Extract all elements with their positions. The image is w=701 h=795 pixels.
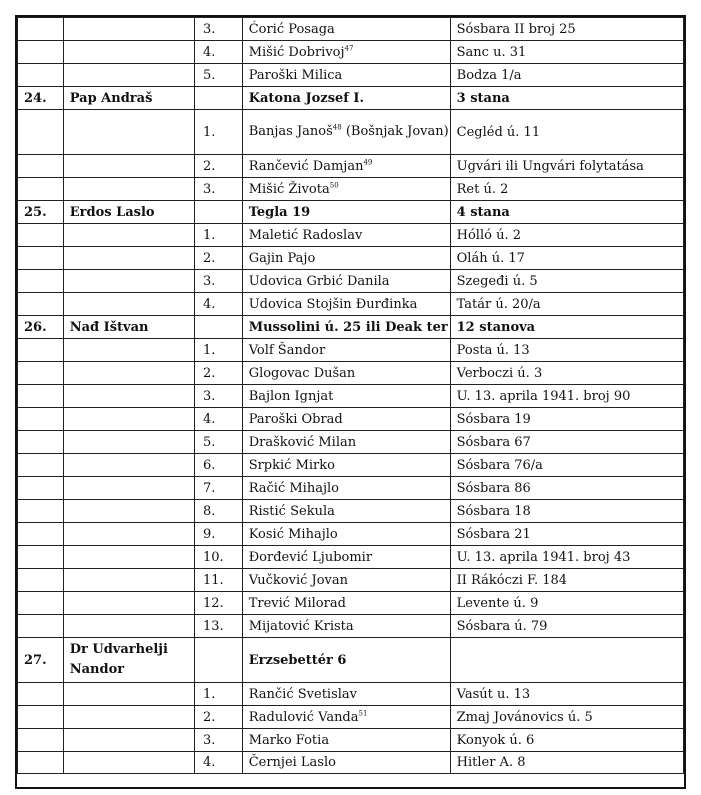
empty-cell <box>18 683 64 706</box>
empty-cell <box>63 224 194 247</box>
building-street: Mussolini ú. 25 ili Deak ter <box>242 316 450 339</box>
tenant-name-text: Udovica Grbić Danila <box>248 273 390 289</box>
tenant-name-text: Mišić Života <box>248 181 330 197</box>
tenant-name <box>242 454 450 477</box>
tenant-row <box>18 293 684 316</box>
tenant-number: 2. <box>195 706 243 729</box>
tenant-row <box>18 362 684 385</box>
tenant-name <box>242 270 450 293</box>
tenant-address: Levente ú. 9 <box>450 592 683 615</box>
empty-cell <box>18 523 64 546</box>
tenant-row <box>18 339 684 362</box>
tenant-number: 4. <box>195 41 243 64</box>
tenant-number: 11. <box>195 569 243 592</box>
tenant-name-text: Kosić Mihajlo <box>248 526 338 542</box>
empty-cell <box>63 706 194 729</box>
tenant-row <box>18 752 684 774</box>
empty-cell <box>18 178 64 201</box>
apartment-count <box>450 638 683 683</box>
building-street: Tegla 19 <box>242 201 450 224</box>
empty-cell <box>63 110 194 155</box>
empty-cell <box>63 362 194 385</box>
tenant-row <box>18 385 684 408</box>
tenant-name-text: Gajin Pajo <box>248 250 316 266</box>
tenant-name <box>242 155 450 178</box>
tenant-row <box>18 500 684 523</box>
apartment-table <box>17 17 684 774</box>
empty-cell <box>63 64 194 87</box>
empty-cell <box>63 454 194 477</box>
tenant-name-text: Marko Fotia <box>248 732 330 748</box>
tenant-address: Sósbara 86 <box>450 477 683 500</box>
empty-cell <box>195 87 243 110</box>
table-body <box>18 18 684 774</box>
tenant-name <box>242 569 450 592</box>
tenant-address: Sósbara II broj 25 <box>450 18 683 41</box>
building-street: Katona Jozsef I. <box>242 87 450 110</box>
empty-cell <box>195 638 243 683</box>
tenant-name <box>242 18 450 41</box>
empty-cell <box>195 316 243 339</box>
tenant-name-text: Bajlon Ignjat <box>248 388 334 404</box>
tenant-row <box>18 477 684 500</box>
tenant-address: Sósbara 76/a <box>450 454 683 477</box>
empty-cell <box>18 270 64 293</box>
tenant-row <box>18 64 684 87</box>
tenant-name <box>242 477 450 500</box>
empty-cell <box>18 224 64 247</box>
empty-cell <box>18 293 64 316</box>
empty-cell <box>63 752 194 774</box>
tenant-row <box>18 729 684 752</box>
tenant-name <box>242 615 450 638</box>
empty-cell <box>18 569 64 592</box>
owner-name: Pap Andraš <box>63 87 194 110</box>
tenant-name-text: Vučković Jovan <box>248 572 349 588</box>
apartment-count: 4 stana <box>450 201 683 224</box>
tenant-name <box>242 592 450 615</box>
building-number: 27. <box>18 638 64 683</box>
empty-cell <box>63 385 194 408</box>
empty-cell <box>18 592 64 615</box>
empty-cell <box>18 64 64 87</box>
tenant-address: U. 13. aprila 1941. broj 90 <box>450 385 683 408</box>
tenant-number: 3. <box>195 270 243 293</box>
empty-cell <box>63 293 194 316</box>
tenant-name-text: Đorđević Ljubomir <box>248 549 373 565</box>
tenant-row <box>18 615 684 638</box>
tenant-number: 4. <box>195 293 243 316</box>
tenant-number: 3. <box>195 385 243 408</box>
tenant-number: 9. <box>195 523 243 546</box>
tenant-address: II Rákóczi F. 184 <box>450 569 683 592</box>
tenant-address: U. 13. aprila 1941. broj 43 <box>450 546 683 569</box>
tenant-name-text: Račić Mihajlo <box>248 480 339 496</box>
owner-name: Nađ Ištvan <box>63 316 194 339</box>
tenant-row <box>18 706 684 729</box>
tenant-address: Vasút u. 13 <box>450 683 683 706</box>
empty-cell <box>63 408 194 431</box>
tenant-address: Sanc u. 31 <box>450 41 683 64</box>
tenant-address: Tatár ú. 20/a <box>450 293 683 316</box>
tenant-number: 1. <box>195 339 243 362</box>
building-row <box>18 201 684 224</box>
empty-cell <box>195 201 243 224</box>
tenant-number: 4. <box>195 408 243 431</box>
tenant-name <box>242 64 450 87</box>
tenant-number: 5. <box>195 431 243 454</box>
empty-cell <box>63 155 194 178</box>
tenant-name-text: Černjei Laslo <box>248 755 336 770</box>
tenant-number: 3. <box>195 18 243 41</box>
empty-cell <box>63 500 194 523</box>
tenant-address: Sósbara 18 <box>450 500 683 523</box>
empty-cell <box>18 18 64 41</box>
tenant-number: 1. <box>195 110 243 155</box>
empty-cell <box>18 110 64 155</box>
empty-cell <box>63 339 194 362</box>
tenant-name-text: Rančević Damjan <box>248 158 364 174</box>
tenant-address: Verboczi ú. 3 <box>450 362 683 385</box>
tenant-name <box>242 752 450 774</box>
owner-name: Dr Udvarhelji Nandor <box>63 638 194 683</box>
empty-cell <box>63 592 194 615</box>
tenant-name <box>242 683 450 706</box>
empty-cell <box>18 339 64 362</box>
empty-cell <box>18 385 64 408</box>
tenant-address: Hólló ú. 2 <box>450 224 683 247</box>
tenant-row <box>18 523 684 546</box>
tenant-address: Ugvári ili Ungvári folytatása <box>450 155 683 178</box>
tenant-number: 1. <box>195 224 243 247</box>
empty-cell <box>18 155 64 178</box>
apartment-count: 3 stana <box>450 87 683 110</box>
footnote-marker: 48 <box>332 123 342 132</box>
empty-cell <box>63 270 194 293</box>
empty-cell <box>63 477 194 500</box>
footnote-marker: 49 <box>363 158 373 167</box>
building-row <box>18 316 684 339</box>
tenant-name-text: Mišić Dobrivoj <box>248 44 345 60</box>
tenant-number: 7. <box>195 477 243 500</box>
tenant-address: Sósbara 67 <box>450 431 683 454</box>
tenant-number: 2. <box>195 362 243 385</box>
tenant-name-text: Banjas Janoš <box>248 124 333 139</box>
empty-cell <box>18 431 64 454</box>
tenant-row <box>18 454 684 477</box>
empty-cell <box>18 477 64 500</box>
empty-cell <box>18 41 64 64</box>
tenant-name <box>242 41 450 64</box>
tenant-number: 3. <box>195 729 243 752</box>
empty-cell <box>63 569 194 592</box>
tenant-name <box>242 500 450 523</box>
empty-cell <box>18 546 64 569</box>
tenant-row <box>18 247 684 270</box>
empty-cell <box>63 41 194 64</box>
tenant-address: Zmaj Jovánovics ú. 5 <box>450 706 683 729</box>
empty-cell <box>18 500 64 523</box>
empty-cell <box>18 752 64 774</box>
tenant-row <box>18 41 684 64</box>
tenant-number: 4. <box>195 752 243 774</box>
tenant-number: 3. <box>195 178 243 201</box>
tenant-name-alt: (Bošnjak Jovan) <box>341 124 449 139</box>
tenant-number: 12. <box>195 592 243 615</box>
tenant-row <box>18 18 684 41</box>
tenant-name <box>242 523 450 546</box>
tenant-row <box>18 569 684 592</box>
owner-name: Erdos Laslo <box>63 201 194 224</box>
empty-cell <box>63 18 194 41</box>
tenant-name <box>242 362 450 385</box>
tenant-name-text: Maletić Radoslav <box>248 227 363 243</box>
tenant-name-text: Trević Milorad <box>248 595 346 611</box>
tenant-row <box>18 155 684 178</box>
building-number: 24. <box>18 87 64 110</box>
empty-cell <box>63 247 194 270</box>
empty-cell <box>63 546 194 569</box>
tenant-address: Ret ú. 2 <box>450 178 683 201</box>
tenant-name <box>242 729 450 752</box>
tenant-address: Konyok ú. 6 <box>450 729 683 752</box>
tenant-address: Szegeđi ú. 5 <box>450 270 683 293</box>
empty-cell <box>63 683 194 706</box>
tenant-name <box>242 385 450 408</box>
tenant-name <box>242 178 450 201</box>
empty-cell <box>18 408 64 431</box>
document-table-frame <box>15 15 686 789</box>
tenant-number: 1. <box>195 683 243 706</box>
tenant-number: 8. <box>195 500 243 523</box>
tenant-name-text: Udovica Stojšin Đurđinka <box>248 296 418 312</box>
tenant-name-text: Mijatović Krista <box>248 618 354 634</box>
tenant-address: Sósbara 19 <box>450 408 683 431</box>
tenant-address: Oláh ú. 17 <box>450 247 683 270</box>
empty-cell <box>18 615 64 638</box>
building-number: 26. <box>18 316 64 339</box>
tenant-row <box>18 431 684 454</box>
tenant-number: 13. <box>195 615 243 638</box>
tenant-name-text: Drašković Milan <box>248 434 357 450</box>
footnote-marker: 50 <box>329 181 339 190</box>
tenant-row <box>18 110 684 155</box>
tenant-name <box>242 431 450 454</box>
tenant-address: Cegléd ú. 11 <box>450 110 683 155</box>
apartment-count: 12 stanova <box>450 316 683 339</box>
footnote-marker: 51 <box>358 709 368 718</box>
tenant-name <box>242 706 450 729</box>
tenant-name-text: Srpkić Mirko <box>248 457 335 473</box>
tenant-name <box>242 546 450 569</box>
tenant-number: 10. <box>195 546 243 569</box>
building-number: 25. <box>18 201 64 224</box>
tenant-row <box>18 224 684 247</box>
tenant-name <box>242 247 450 270</box>
tenant-address: Bodza 1/a <box>450 64 683 87</box>
tenant-row <box>18 546 684 569</box>
empty-cell <box>18 362 64 385</box>
empty-cell <box>18 454 64 477</box>
empty-cell <box>18 706 64 729</box>
tenant-address: Hitler A. 8 <box>450 752 683 774</box>
empty-cell <box>18 729 64 752</box>
tenant-name <box>242 339 450 362</box>
building-street: Erzsebettér 6 <box>242 638 450 683</box>
tenant-name-text: Paroški Milica <box>248 67 343 83</box>
empty-cell <box>63 431 194 454</box>
empty-cell <box>63 729 194 752</box>
tenant-address: Sósbara 21 <box>450 523 683 546</box>
tenant-row <box>18 408 684 431</box>
tenant-name-text: Volf Šandor <box>248 342 326 358</box>
tenant-number: 6. <box>195 454 243 477</box>
tenant-number: 2. <box>195 155 243 178</box>
tenant-name <box>242 408 450 431</box>
tenant-name-text: Radulović Vanda <box>248 709 359 725</box>
tenant-row <box>18 683 684 706</box>
footnote-marker: 47 <box>344 44 354 53</box>
tenant-row <box>18 592 684 615</box>
empty-cell <box>18 247 64 270</box>
building-row <box>18 638 684 683</box>
empty-cell <box>63 615 194 638</box>
tenant-number: 5. <box>195 64 243 87</box>
tenant-name-text: Rančić Svetislav <box>248 686 357 702</box>
tenant-name-text: Ćorić Posaga <box>248 21 335 37</box>
empty-cell <box>63 178 194 201</box>
tenant-name <box>242 293 450 316</box>
tenant-row <box>18 270 684 293</box>
tenant-row <box>18 178 684 201</box>
tenant-name-text: Ristić Sekula <box>248 503 335 519</box>
tenant-name-text: Paroški Obrad <box>248 411 343 427</box>
building-row <box>18 87 684 110</box>
tenant-address: Posta ú. 13 <box>450 339 683 362</box>
tenant-name-text: Glogovac Dušan <box>248 365 356 381</box>
empty-cell <box>63 523 194 546</box>
tenant-name <box>242 110 450 155</box>
tenant-name <box>242 224 450 247</box>
tenant-address: Sósbara ú. 79 <box>450 615 683 638</box>
tenant-number: 2. <box>195 247 243 270</box>
